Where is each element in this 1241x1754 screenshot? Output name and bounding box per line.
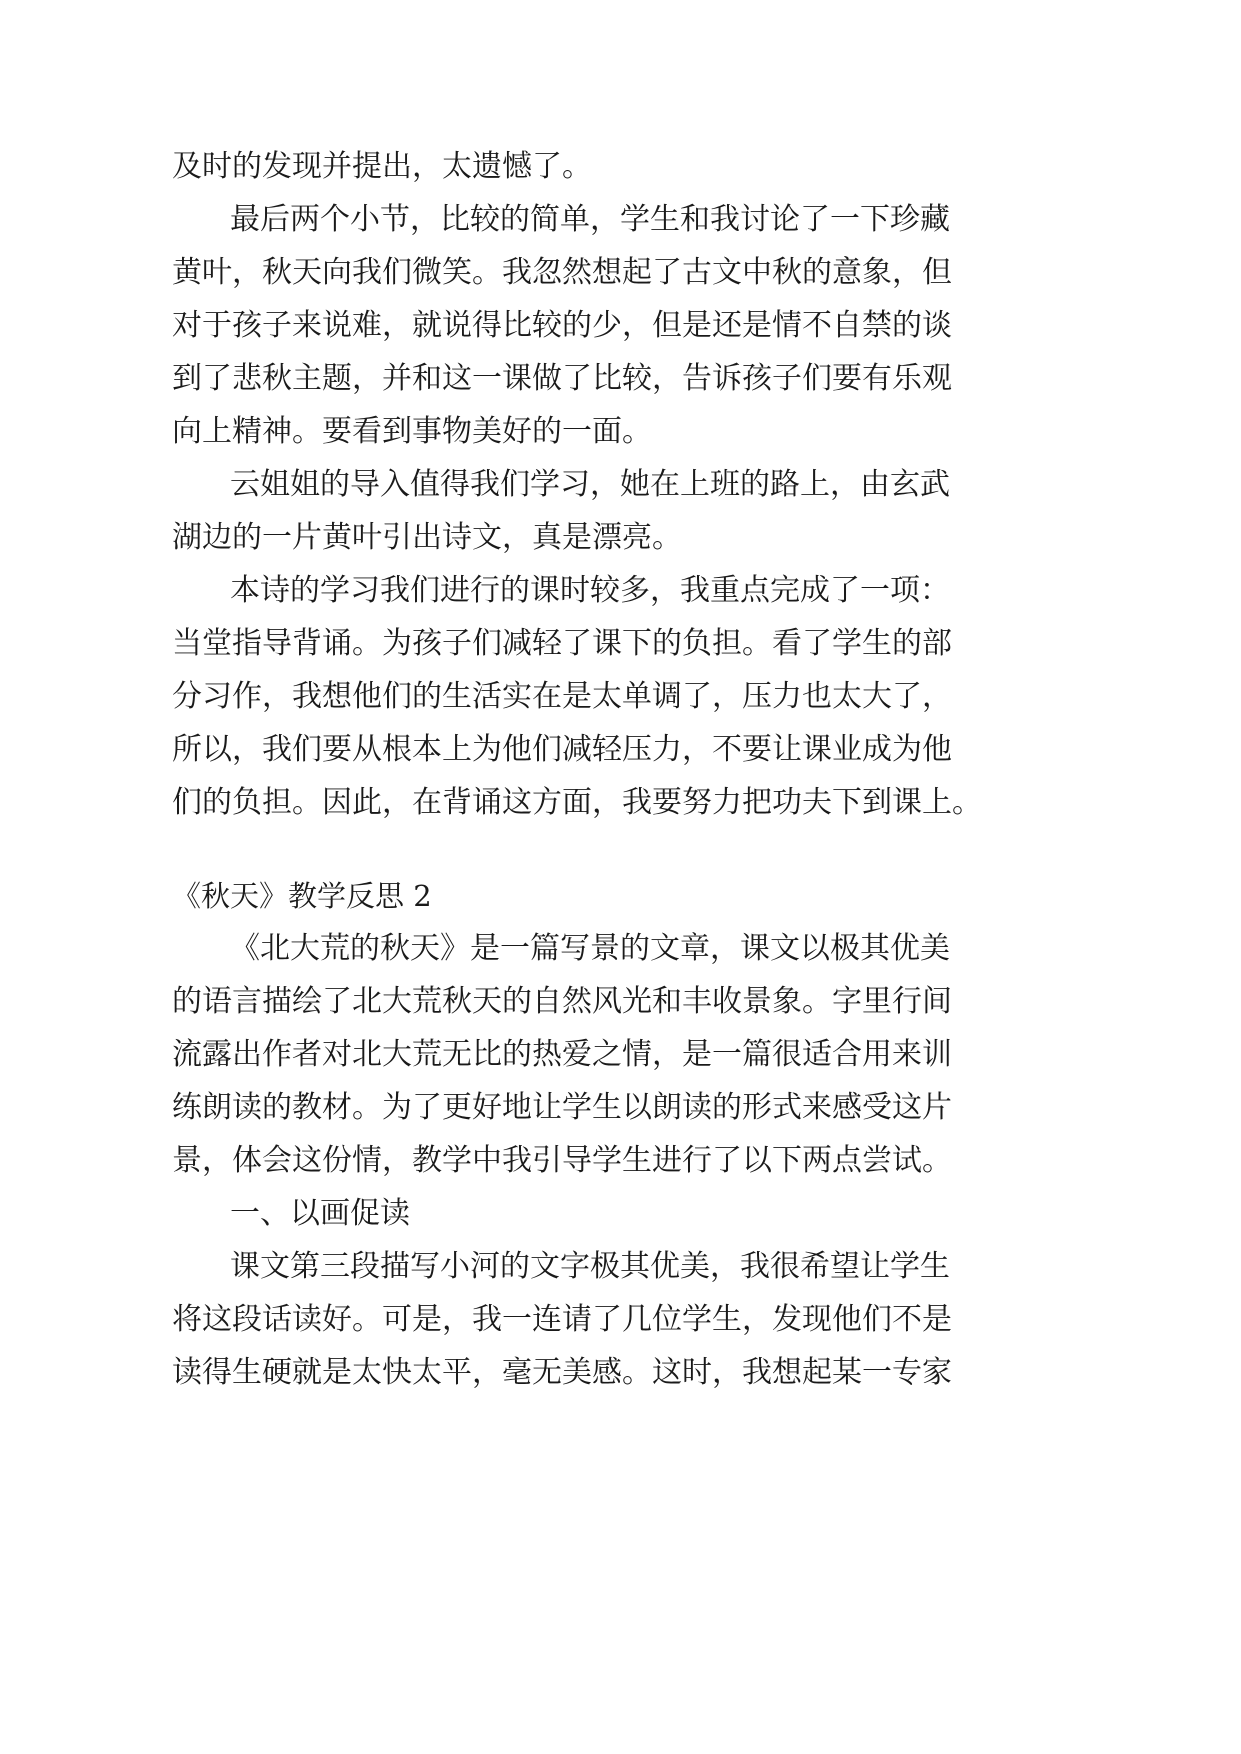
text-line: 及时的发现并提出，太遗憾了。 [172, 149, 592, 184]
text-line: 将这段话读好。可是，我一连请了几位学生，发现他们不是 [172, 1302, 952, 1337]
text-line: 课文第三段描写小河的文字极其优美，我很希望让学生 [230, 1249, 950, 1284]
text-line: 的语言描绘了北大荒秋天的自然风光和丰收景象。字里行间 [172, 984, 952, 1019]
text-line: 练朗读的教材。为了更好地让学生以朗读的形式来感受这片 [172, 1090, 952, 1125]
text-line: 《北大荒的秋天》是一篇写景的文章，课文以极其优美 [230, 931, 950, 966]
text-line: 黄叶，秋天向我们微笑。我忽然想起了古文中秋的意象，但 [172, 255, 952, 290]
text-line: 所以，我们要从根本上为他们减轻压力，不要让课业成为他 [172, 732, 952, 767]
text-line: 向上精神。要看到事物美好的一面。 [172, 414, 652, 449]
section-heading: 《秋天》教学反思 2 [172, 879, 432, 913]
text-line: 景，体会这份情，教学中我引导学生进行了以下两点尝试。 [172, 1143, 952, 1178]
text-line: 读得生硬就是太快太平，毫无美感。这时，我想起某一专家 [172, 1355, 952, 1390]
text-line: 湖边的一片黄叶引出诗文，真是漂亮。 [172, 520, 682, 555]
subheading: 一、以画促读 [230, 1196, 410, 1231]
text-line: 对于孩子来说难，就说得比较的少，但是还是情不自禁的谈 [172, 308, 952, 343]
text-line: 们的负担。因此，在背诵这方面，我要努力把功夫下到课上。 [172, 785, 982, 820]
text-line: 当堂指导背诵。为孩子们减轻了课下的负担。看了学生的部 [172, 626, 952, 661]
text-line: 分习作，我想他们的生活实在是太单调了，压力也太大了， [172, 679, 952, 714]
text-line: 到了悲秋主题，并和这一课做了比较，告诉孩子们要有乐观 [172, 361, 952, 396]
text-line: 云姐姐的导入值得我们学习，她在上班的路上，由玄武 [230, 467, 950, 502]
text-line: 最后两个小节，比较的简单，学生和我讨论了一下珍藏 [230, 202, 950, 237]
text-line: 流露出作者对北大荒无比的热爱之情，是一篇很适合用来训 [172, 1037, 952, 1072]
text-line: 本诗的学习我们进行的课时较多，我重点完成了一项： [230, 573, 950, 608]
